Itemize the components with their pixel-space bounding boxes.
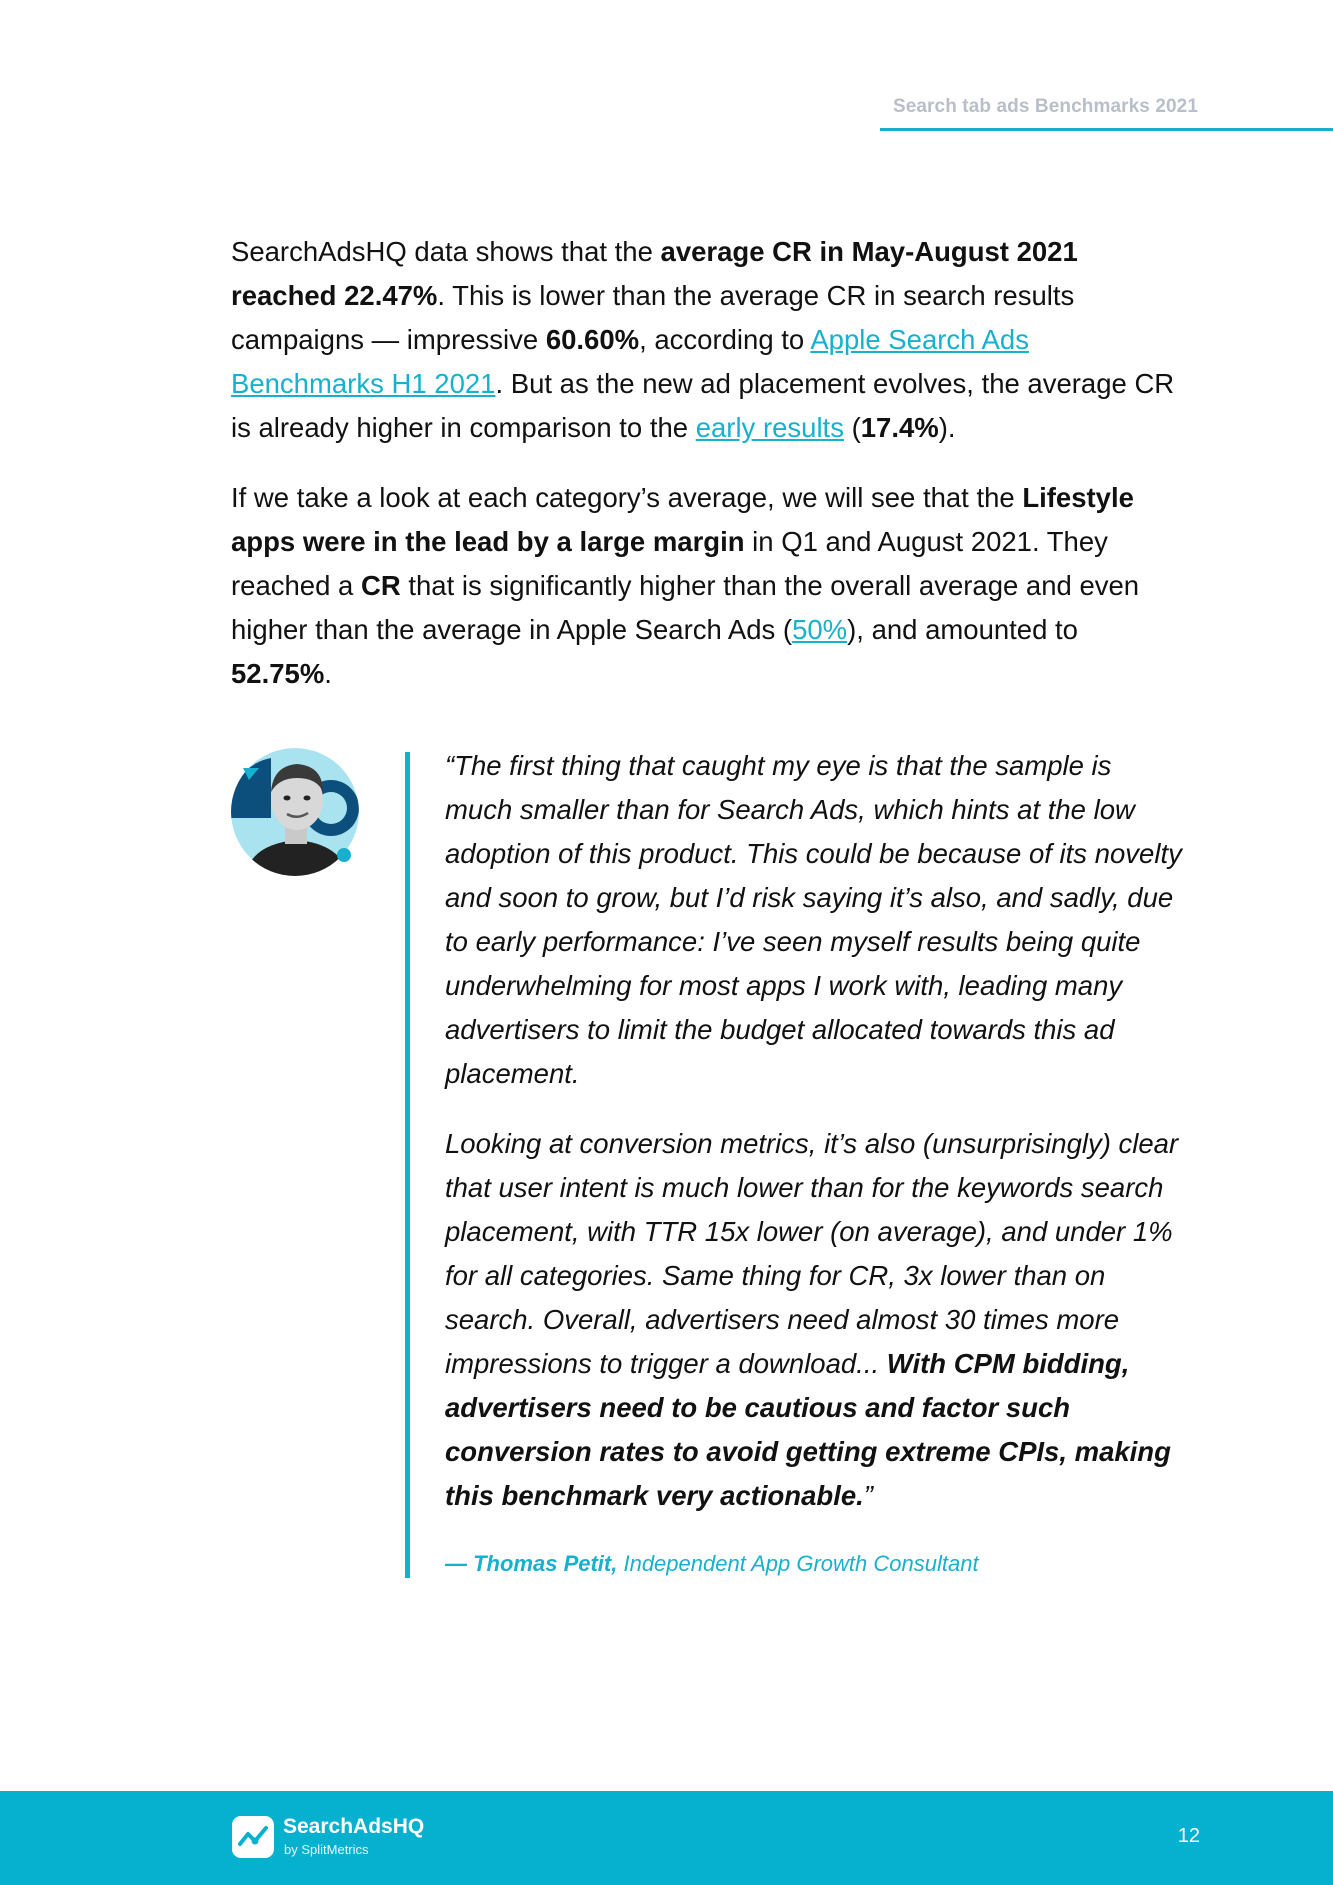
text: . But as the new ad placement evolves, the average CR is already higher in comparison to the — [231, 368, 1175, 443]
bold-average-cr: average CR in May-August 2021 reached 22.47% — [231, 236, 1078, 311]
bold-lifestyle-lead: Lifestyle apps were in the lead by a large margin — [231, 482, 1134, 557]
text: . This is lower than the average CR in search results campaigns — impressive — [231, 280, 1075, 355]
text: . — [324, 658, 332, 689]
page-footer — [0, 1791, 1333, 1885]
bold-lifestyle-cr: 52.75% — [231, 658, 325, 689]
searchadshq-logo-icon — [232, 1816, 274, 1858]
author-photo-icon — [231, 748, 365, 876]
attribution-name: — Thomas Petit, — [445, 1551, 618, 1576]
quote-attribution — [445, 1551, 979, 1577]
text: , according to — [639, 324, 811, 355]
bold-early-cr: 17.4% — [860, 412, 939, 443]
quote-close-mark: ” — [863, 1480, 873, 1511]
text: that is significantly higher than the overall average and even higher than the average in Apple Search Ads ( — [231, 570, 1140, 645]
attribution-role: Independent App Growth Consultant — [617, 1551, 979, 1576]
page-number: 12 — [1177, 1825, 1200, 1847]
text: in Q1 and August 2021. They reached a — [231, 526, 1108, 601]
quote-bold-takeaway: With CPM bidding, advertisers need to be cautious and factor such conversion rates to avoid getting extreme CPIs, making this benchmark very actionable. — [445, 1348, 1171, 1511]
author-avatar — [231, 748, 365, 876]
quote-paragraph-2 — [445, 1122, 1185, 1518]
text: SearchAdsHQ data shows that the — [231, 236, 661, 267]
text: ( — [843, 412, 861, 443]
bold-cr: CR — [360, 570, 401, 601]
brand-name: SearchAdsHQ — [283, 1815, 425, 1838]
text: If we take a look at each category’s average, we will see that the — [231, 482, 1023, 513]
link-50-percent[interactable]: 50% — [792, 614, 848, 645]
link-early-results[interactable]: early results — [695, 412, 844, 443]
text: ). — [938, 412, 956, 443]
header-rule — [880, 128, 1333, 131]
running-header: Search tab ads Benchmarks 2021 — [892, 96, 1198, 117]
paragraph-lifestyle-category — [231, 476, 1176, 696]
pull-quote — [445, 744, 1185, 1518]
bold-search-results-cr: 60.60% — [545, 324, 640, 355]
text: ), and amounted to — [847, 614, 1078, 645]
quote-accent-bar — [405, 752, 410, 1578]
brand-subtitle: by SplitMetrics — [284, 1842, 369, 1857]
paragraph-cr-average — [231, 230, 1176, 450]
quote-text: Looking at conversion metrics, it’s also (unsurprisingly) clear that user intent is much lower than for the keywords search placement, with TTR 15x lower (on average), and under 1% for all categories. Same thing for CR, 3x lower than on search. Overall, advertisers need almost 30 times more impressions to trigger a download... — [445, 1128, 1179, 1379]
link-apple-search-ads-benchmarks[interactable]: Apple Search Ads Benchmarks H1 2021 — [231, 324, 1029, 399]
quote-paragraph-1: “The first thing that caught my eye is that the sample is much smaller than for Search Ads, which hints at the low adoption of this product. This could be because of its novelty and soon to grow, but I’d risk saying it’s also, and sadly, due to early performance: I’ve seen myself results being quite underwhelming for most apps I work with, leading many advertisers to limit the budget allocated towards this ad placement. — [445, 750, 1182, 1089]
